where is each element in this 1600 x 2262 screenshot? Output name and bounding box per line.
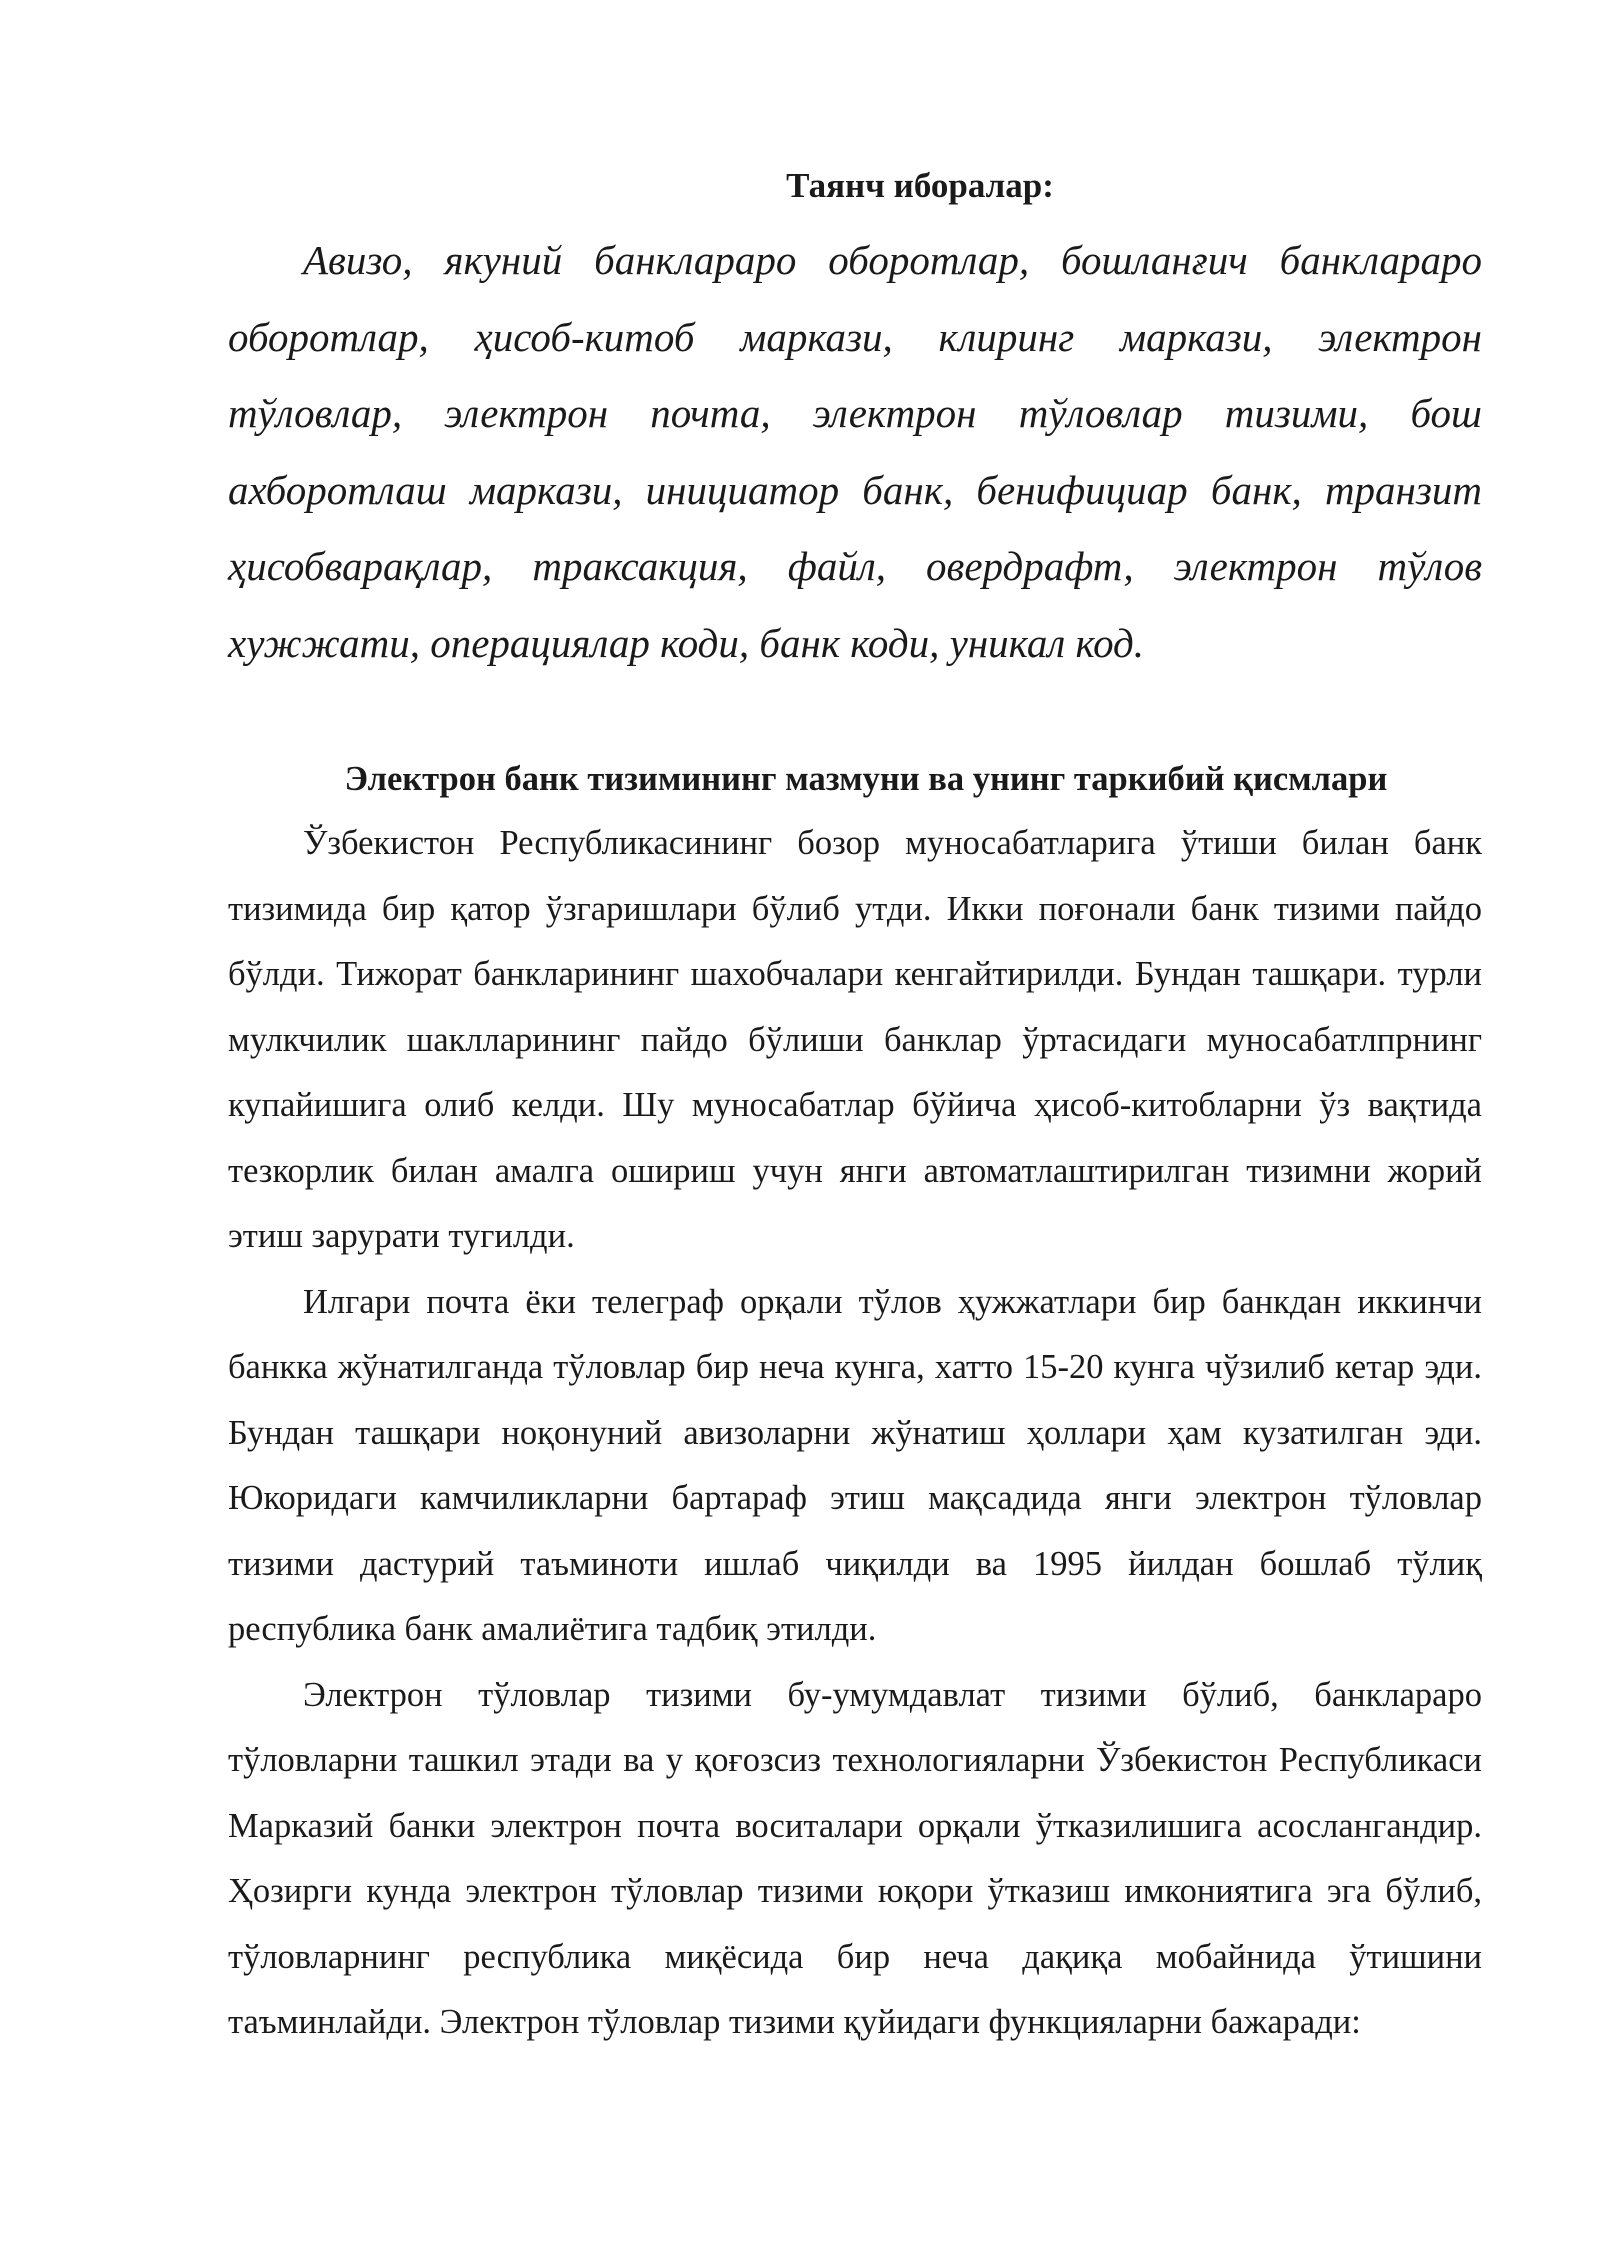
- section-title: Электрон банк тизимининг мазмуни ва унинг таркибий қисмлари: [344, 760, 1388, 798]
- keywords-text: Авизо, якуний банклараро оборотлар, бошланғич банклараро оборотлар, ҳисоб-китоб маркази, клиринг маркази, электрон тўловлар, электрон почта, электрон тўловлар тизими, бош ахборотлаш маркази, инициатор банк, бенифициар банк, транзит ҳисобварақлар, траксакция, файл, овердрафт, электрон тўлов хужжати, операциялар коди, банк коди, уникал код.: [228, 237, 1482, 666]
- paragraph: Ўзбекистон Республикасининг бозор муносабатларига ўтиши билан банк тизимида бир қатор ўзгаришлари бўлиб утди. Икки поғонали банк тизими пайдо бўлди. Тижорат банкларининг шахобчалари кенгайтирилди. Бундан ташқари. турли мулкчилик шаклларининг пайдо бўлиши банклар ўртасидаги муносабатлпрнинг купайишига олиб келди. Шу муносабатлар бўйича ҳисоб-китобларни ўз вақтида тезкорлик билан амалга ошириш учун янги автоматлаштирилган тизимни жорий этиш зарурати тугилди.: [228, 824, 1482, 1255]
- page-content: [228, 140, 1482, 2056]
- paragraph: Электрон тўловлар тизими бу-умумдавлат тизими бўлиб, банклараро тўловларни ташкил этади ва у қоғозсиз технологияларни Ўзбекистон Республикаси Марказий банки электрон почта воситалари орқали ўтказилишига асослангандир. Ҳозирги кунда электрон тўловлар тизими юқори ўтказиш имкониятига эга бўлиб, тўловларнинг республика миқёсида бир неча дақиқа мобайнида ўтишини таъминлайди. Электрон тўловлар тизими қуйидаги функцияларни бажаради:: [228, 1675, 1482, 2041]
- keywords-heading: Таянч иборалар:: [786, 166, 1054, 205]
- paragraph: Илгари почта ёки телеграф орқали тўлов ҳужжатлари бир банкдан иккинчи банкка жўнатилганда тўловлар бир неча кунга, хатто 15-20 кунга чўзилиб кетар эди. Бундан ташқари ноқонуний авизоларни жўнатиш ҳоллари ҳам кузатилган эди. Юкоридаги камчиликларни бартараф этиш мақсадида янги электрон тўловлар тизими дастурий таъминоти ишлаб чиқилди ва 1995 йилдан бошлаб тўлиқ республика банк амалиётига тадбиқ этилди.: [228, 1282, 1482, 1648]
